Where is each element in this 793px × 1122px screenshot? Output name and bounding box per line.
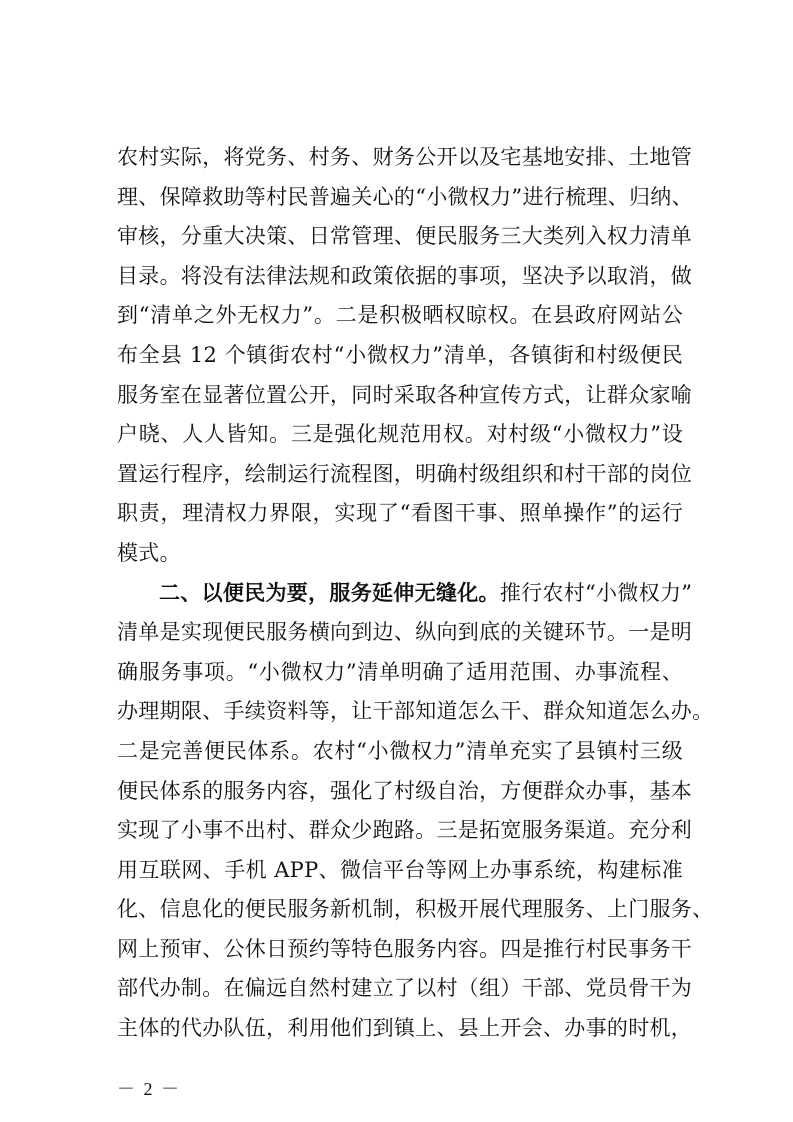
paragraph-line: 实现了小事不出村、群众少跑路。三是拓宽服务渠道。充分利 — [117, 818, 693, 843]
section-heading: 二、以便民为要，服务延伸无缝化。 — [159, 580, 500, 605]
paragraph-line: 农村实际，将党务、村务、财务公开以及宅基地安排、土地管 — [117, 145, 693, 169]
paragraph-line: 办理期限、手续资料等，让干部知道怎么干、群众知道怎么办。 — [117, 699, 714, 724]
paragraph-line: 目录。将没有法律法规和政策依据的事项，坚决予以取消，做 — [117, 263, 693, 288]
paragraph-line: 清单是实现便民服务横向到边、纵向到底的关键环节。一是明 — [117, 620, 693, 645]
paragraph-line: 服务室在显著位置公开，同时采取各种宣传方式，让群众家喻 — [117, 382, 693, 407]
paragraph-line: 化、信息化的便民服务新机制，积极开展代理服务、上门服务、 — [117, 897, 714, 922]
paragraph-line: 二是完善便民体系。农村“小微权力”清单充实了县镇村三级 — [117, 738, 683, 763]
paragraph-text: 推行农村“小微权力” — [499, 580, 693, 605]
paragraph-line: 到“清单之外无权力”。二是积极晒权晾权。在县政府网站公 — [117, 303, 683, 328]
paragraph-first-line — [117, 574, 693, 614]
paragraph-line: 理、保障救助等村民普遍关心的“小微权力”进行梳理、归纳、 — [117, 184, 693, 209]
paragraph-line: 主体的代办队伍，利用他们到镇上、县上开会、办事的时机， — [117, 1016, 693, 1041]
paragraph-line: 用互联网、手机 APP、微信平台等网上办事系统，构建标准 — [117, 857, 683, 882]
paragraph-line: 确服务事项。“小微权力”清单明确了适用范围、办事流程、 — [117, 659, 683, 684]
body-text — [117, 138, 714, 1049]
paragraph-line: 便民体系的服务内容，强化了村级自治，方便群众办事，基本 — [117, 778, 693, 803]
page-number: － 2 － — [117, 1079, 181, 1099]
paragraph-line: 网上预审、公休日预约等特色服务内容。四是推行村民事务干 — [117, 936, 693, 961]
paragraph-line: 部代办制。在偏远自然村建立了以村（组）干部、党员骨干为 — [117, 976, 693, 1001]
paragraph-line: 模式。 — [117, 540, 181, 565]
paragraph-line: 职责，理清权力界限，实现了“看图干事、照单操作”的运行 — [117, 501, 683, 526]
paragraph-line: 置运行程序，绘制运行流程图，明确村级组织和村干部的岗位 — [117, 461, 693, 486]
paragraph-line: 审核，分重大决策、日常管理、便民服务三大类列入权力清单 — [117, 224, 693, 249]
paragraph-line: 布全县 12 个镇街农村“小微权力”清单，各镇街和村级便民 — [117, 342, 683, 367]
paragraph-line: 户晓、人人皆知。三是强化规范用权。对村级“小微权力”设 — [117, 422, 683, 447]
